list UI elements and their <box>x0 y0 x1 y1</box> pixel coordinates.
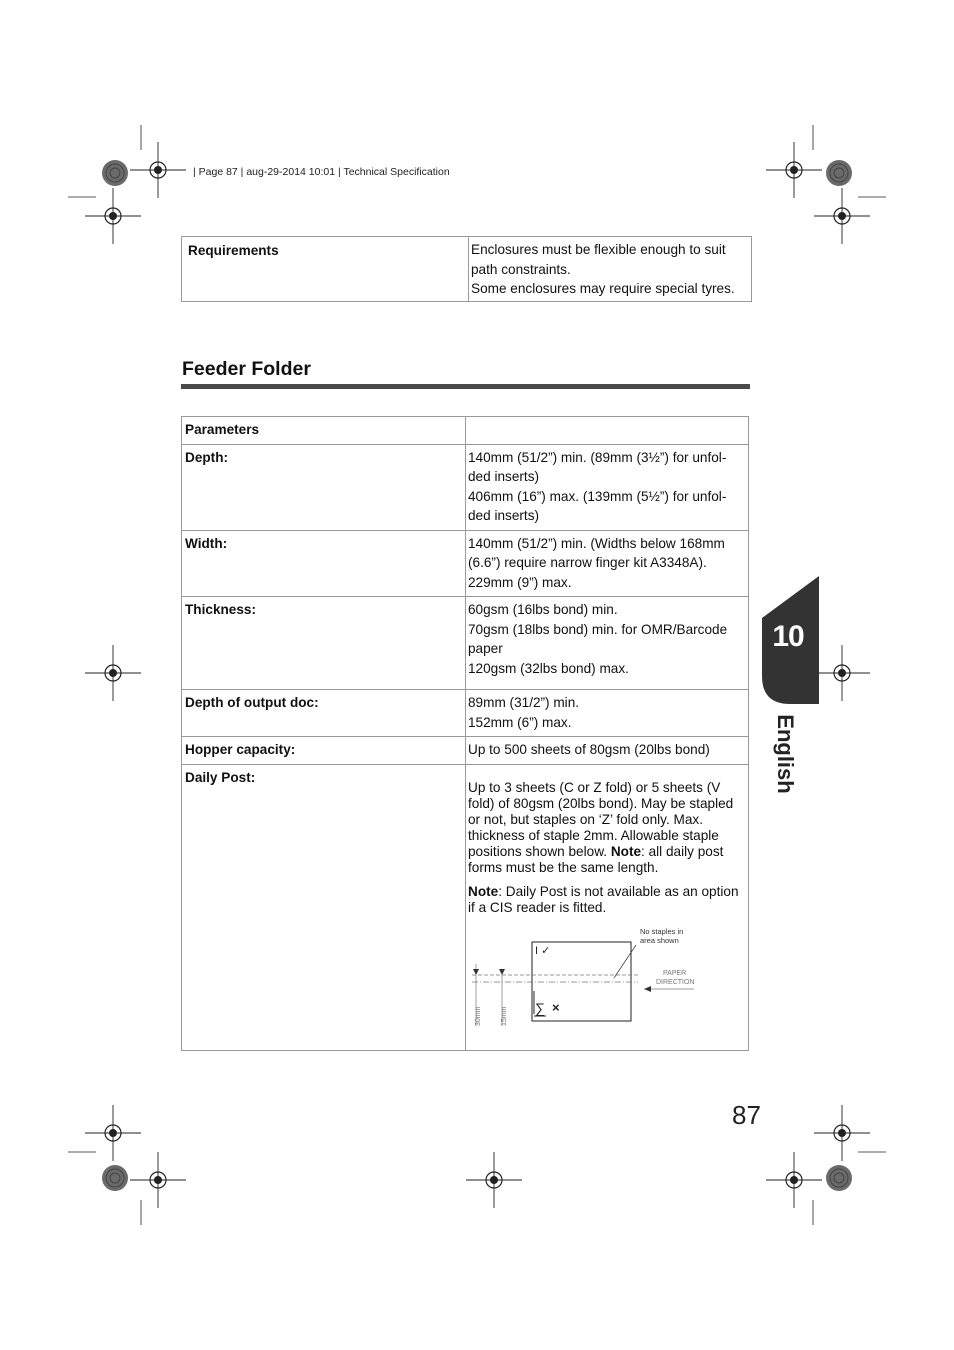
row-value: Up to 500 sheets of 80gsm (20lbs bond) <box>466 737 749 765</box>
row-label: Thickness: <box>182 597 466 690</box>
row-value: 140mm (51/2”) min. (Widths below 168mm (6.6”) require narrow finger kit A3348A). 229mm (9”) max. <box>466 530 749 597</box>
row-label: Daily Post: <box>182 764 466 1050</box>
print-header: | Page 87 | aug-29-2014 10:01 | Technical Specification <box>193 166 450 178</box>
svg-text:DIRECTION: DIRECTION <box>656 978 695 986</box>
requirements-label: Requirements <box>182 237 469 302</box>
daily-post-note: Note: Daily Post is not available as an option if a CIS reader is fitted. <box>468 883 739 915</box>
svg-text:area shown: area shown <box>640 935 679 945</box>
table-row <box>182 417 749 445</box>
table-row <box>182 690 749 737</box>
daily-post-value <box>466 764 749 1050</box>
table-row <box>182 597 749 690</box>
svg-text:PAPER: PAPER <box>663 969 687 977</box>
svg-text:×: × <box>552 999 560 1015</box>
requirements-table <box>181 236 752 302</box>
table-row <box>182 444 749 530</box>
table-header-cell: Parameters <box>182 417 466 445</box>
row-label: Hopper capacity: <box>182 737 466 765</box>
table-row <box>182 737 749 765</box>
daily-post-paragraph: Up to 3 sheets (C or Z fold) or 5 sheets (V fold) of 80gsm (20lbs bond). May be stapled or not, but staples on ‘Z’ fold only. Max. thickness of staple 2mm. Allowable staple positions shown below. Note: all daily post forms must be the same length. <box>468 779 734 875</box>
section-title: Feeder Folder <box>182 358 311 380</box>
page-number: 87 <box>732 1100 761 1130</box>
row-label: Depth: <box>182 444 466 530</box>
section-rule <box>181 384 750 389</box>
row-value: 60gsm (16lbs bond) min. 70gsm (18lbs bond) min. for OMR/Barcode paper 120gsm (32lbs bond) max. <box>466 597 749 690</box>
svg-text:No staples in: No staples in <box>640 926 684 936</box>
staple-position-diagram <box>468 926 708 1041</box>
parameters-table <box>181 416 749 1051</box>
table-row <box>182 530 749 597</box>
row-value: 89mm (31/2”) min. 152mm (6”) max. <box>466 690 749 737</box>
chapter-number: 10 <box>772 620 804 653</box>
svg-text:I ✓: I ✓ <box>535 944 551 957</box>
svg-text:30mm: 30mm <box>475 1006 482 1026</box>
row-label: Depth of output doc: <box>182 690 466 737</box>
row-value: 140mm (51/2”) min. (89mm (3½”) for unfol- ded inserts) 406mm (16”) max. (139mm (5½”) for unfol- ded inserts) <box>466 444 749 530</box>
table-row <box>182 764 749 1050</box>
svg-text:15mm: 15mm <box>501 1006 508 1026</box>
language-label: English <box>773 714 798 794</box>
table-header-empty-cell <box>466 417 749 445</box>
table-row <box>182 237 752 302</box>
row-label: Width: <box>182 530 466 597</box>
requirements-value: Enclosures must be flexible enough to suit path constraints. Some enclosures may require special tyres. <box>469 237 752 302</box>
svg-text:∑: ∑ <box>535 999 545 1016</box>
